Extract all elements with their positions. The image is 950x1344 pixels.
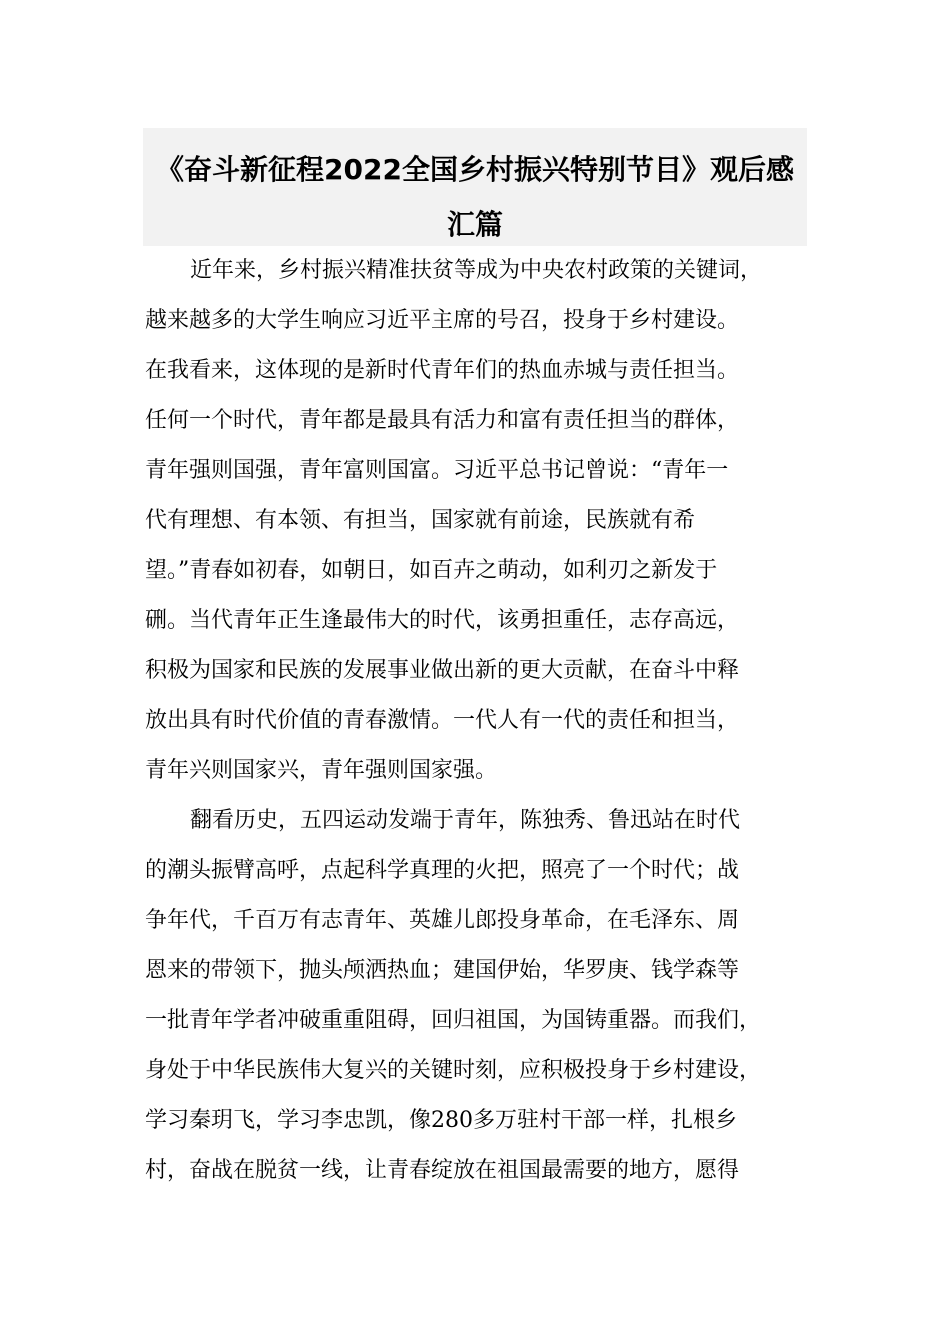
text-line: 村，奋战在脱贫一线，让青春绽放在祖国最需要的地方，愿得 xyxy=(145,1158,740,1183)
text-line: 望。”青春如初春，如朝日，如百卉之萌动，如利刃之新发于 xyxy=(145,558,718,583)
text-line: 硎。当代青年正生逢最伟大的时代，该勇担重任，志存高远， xyxy=(145,608,740,633)
text-line: 的潮头振臂高呼，点起科学真理的火把，照亮了一个时代；战 xyxy=(145,858,740,883)
text-line: 放出具有时代价值的青春激情。一代人有一代的责任和担当， xyxy=(145,708,740,733)
text-line: 翻看历史，五四运动发端于青年，陈独秀、鲁迅站在时代 xyxy=(190,808,741,833)
title-line-1: 《奋斗新征程2022全国乡村振兴特别节目》观后感 xyxy=(156,153,794,186)
text-line: 一批青年学者冲破重重阻碍，回归祖国，为国铸重器。而我们， xyxy=(145,1008,762,1033)
text-line: 代有理想、有本领、有担当，国家就有前途，民族就有希 xyxy=(145,508,696,533)
text-line: 恩来的带领下，抛头颅洒热血；建国伊始，华罗庚、钱学森等 xyxy=(145,958,740,983)
text-line: 越来越多的大学生响应习近平主席的号召，投身于乡村建设。 xyxy=(145,308,740,333)
title-line-2: 汇篇 xyxy=(446,208,503,241)
text-line: 身处于中华民族伟大复兴的关键时刻，应积极投身于乡村建设， xyxy=(145,1058,762,1083)
text-line: 积极为国家和民族的发展事业做出新的更大贡献，在奋斗中释 xyxy=(145,658,740,683)
title-block xyxy=(143,128,807,246)
text-line: 青年强则国强，青年富则国富。习近平总书记曾说：“青年一 xyxy=(145,458,729,483)
text-line: 近年来，乡村振兴精准扶贫等成为中央农村政策的关键词， xyxy=(190,258,763,283)
text-line: 争年代，千百万有志青年、英雄儿郎投身革命，在毛泽东、周 xyxy=(145,908,740,933)
text-line: 任何一个时代，青年都是最具有活力和富有责任担当的群体， xyxy=(145,408,740,433)
text-line: 青年兴则国家兴，青年强则国家强。 xyxy=(145,758,498,783)
text-line: 学习秦玥飞，学习李忠凯，像280多万驻村干部一样，扎根乡 xyxy=(145,1108,737,1133)
text-line: 在我看来，这体现的是新时代青年们的热血赤城与责任担当。 xyxy=(145,358,740,383)
